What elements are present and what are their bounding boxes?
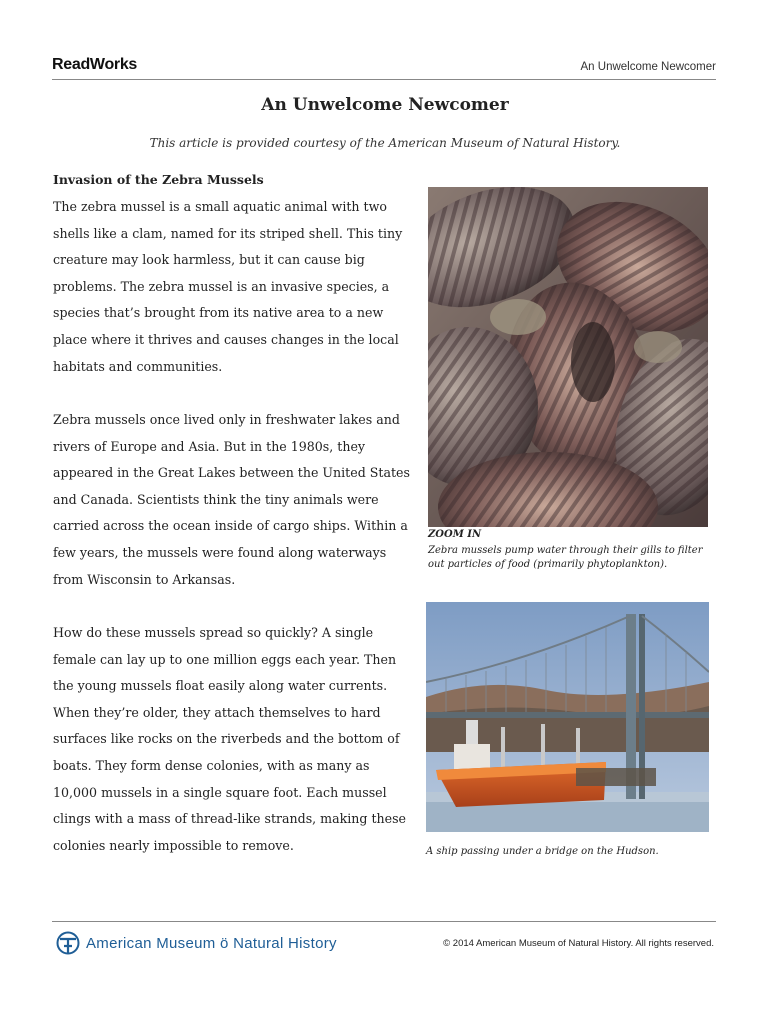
- section-heading: Invasion of the Zebra Mussels: [53, 172, 264, 187]
- mussels-caption: Zebra mussels pump water through their gills to filter out particles of food (primarily phytoplankton).: [428, 545, 703, 570]
- paragraph-text: The zebra mussel is a small aquatic animal with two shells like a clam, named for its striped shell. This tiny creature may look harmless, but it can cause big problems. The zebra mussel is an invasive species, a species that’s brought from its native area to a new place where it thrives and causes changes in the local habitats and communities.: [53, 199, 403, 374]
- paragraph-text: Zebra mussels once lived only in freshwater lakes and rivers of Europe and Asia. But in the 1980s, they appeared in the Great Lakes between the United States and Canada. Scientists think the tiny animals were carried across the ocean inside of cargo ships. Within a few years, the mussels were found along waterways from Wisconsin to Arkansas.: [53, 412, 410, 587]
- figure-label-zoom-in: ZOOM IN: [428, 529, 482, 540]
- amnh-emblem-icon: [56, 930, 80, 956]
- article-title: An Unwelcome Newcomer: [261, 95, 509, 115]
- paragraph-1: [53, 194, 411, 380]
- amnh-logo-text: American Museum ö Natural History: [86, 934, 337, 952]
- paragraph-text: How do these mussels spread so quickly? A single female can lay up to one million eggs each year. Then the young mussels float easily along water currents. When they’re older, they attach themselves to hard surfaces like rocks on the riverbeds and the bottom of boats. They form dense colonies, with as many as 10,000 mussels in a single square foot. Each mussel clings with a mass of thread-like strands, making these colonies nearly impossible to remove.: [53, 625, 407, 853]
- amnh-logo: [56, 929, 337, 957]
- header-article-title: An Unwelcome Newcomer: [580, 61, 716, 73]
- ship-bridge-photo: [426, 602, 709, 832]
- paragraph-3: [53, 620, 411, 859]
- article-credit: This article is provided courtesy of the American Museum of Natural History.: [149, 136, 621, 150]
- ship-caption: A ship passing under a bridge on the Hudson.: [426, 846, 659, 857]
- footer-divider: [52, 921, 716, 922]
- readworks-logo: ReadWorks: [52, 56, 138, 73]
- zebra-mussels-photo: [428, 187, 708, 527]
- paragraph-2: [53, 407, 411, 593]
- header-divider: [52, 79, 716, 80]
- copyright-notice: © 2014 American Museum of Natural History. All rights reserved.: [443, 938, 714, 949]
